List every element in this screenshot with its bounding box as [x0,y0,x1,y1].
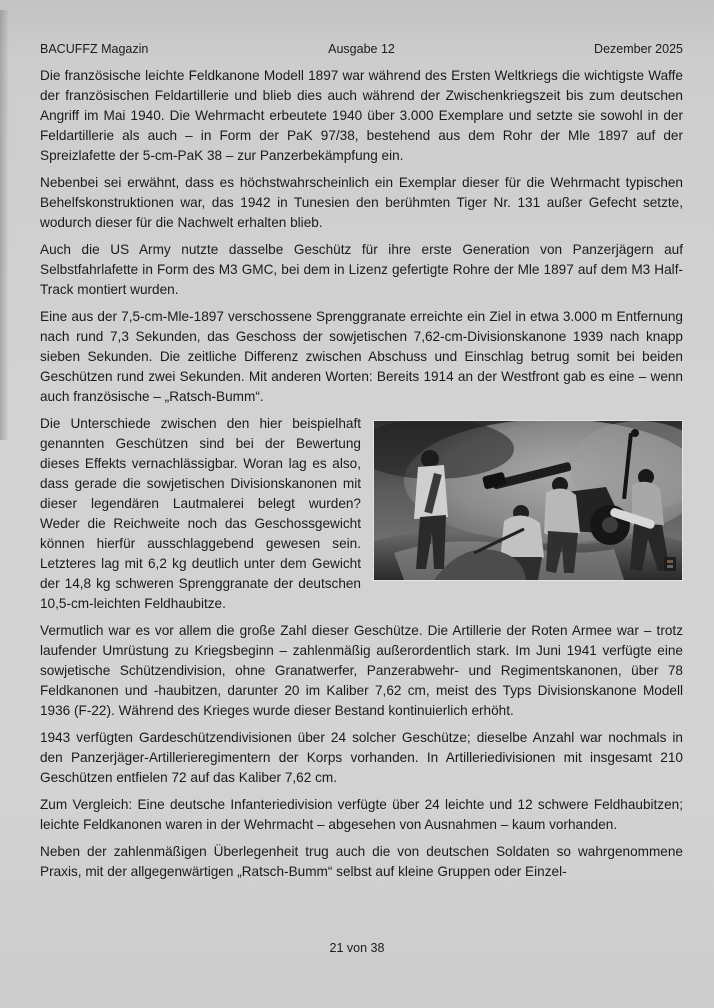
artillery-photo [373,420,683,581]
body-paragraph: Die Unterschiede zwischen den hier beispielhaft genannten Geschützen sind bei der Bewertung dieses Effekts vernachlässigbar. Woran lag es also, dass gerade die sowjetischen Divisionskanonen mit dieser legendären Lautmalerei belegt wurden? Weder die Reichweite noch das Geschossgewicht können hierfür ausschlaggebend gewesen sein. Letzteres lag mit 6,2 kg deutlich unter dem Gewicht der 14,8 kg schweren Sprenggranate der deutschen 10,5-cm-leichten Feldhaubitze. [40,416,361,611]
body-paragraph: Zum Vergleich: Eine deutsche Infanteriedivision verfügte über 24 leichte und 12 schwere Feldhaubitzen; leichte Feldkanonen waren in der Wehrmacht – abgesehen von Ausnahmen – kaum vorhanden. [40,797,683,832]
artillery-photo-graphic [374,421,682,580]
body-paragraph: Auch die US Army nutzte dasselbe Geschütz für ihre erste Generation von Panzerjägern auf Selbstfahrlafette in Form des M3 GMC, bei dem in Lizenz gefertigte Rohre der Mle 1897 auf dem M3 Half-Track montiert wurden. [40,242,683,297]
page-number: 21 von 38 [329,941,385,955]
page-header [40,42,683,56]
body-paragraph: Neben der zahlenmäßigen Überlegenheit trug auch die von deutschen Soldaten so wahrgenommene Praxis, mit der allgegenwärtigen „Ratsch-Bumm“ selbst auf kleine Gruppen oder Einzel- [40,844,683,879]
body-paragraph: Vermutlich war es vor allem die große Zahl dieser Geschütze. Die Artillerie der Roten Armee war – trotz laufender Umrüstung zu Kriegsbeginn – zahlenmäßig außerordentlich stark. Im Juni 1941 verfügte eine sowjetische Schützendivision, ohne Granatwerfer, Panzerabwehr- und Regimentskanonen, über 78 Feldkanonen und -haubitzen, darunter 20 im Kaliber 7,62 cm, meist des Typs Divisionskanone Modell 1936 (F-22). Während des Krieges wurde dieser Bestand kontinuierlich erhöht. [40,623,683,718]
header-issue-label: Ausgabe 12 [328,42,395,56]
header-magazine-title: BACUFFZ Magazin [40,42,149,56]
photo-watermark [664,557,676,571]
body-paragraph: Nebenbei sei erwähnt, dass es höchstwahrscheinlich ein Exemplar dieser für die Wehrmacht typischen Behelfskonstruktionen war, das 1942 in Tunesien den berühmten Tiger Nr. 131 außer Gefecht setzte, wodurch dieser für die Nachwelt erhalten blieb. [40,175,683,230]
body-paragraph: Die französische leichte Feldkanone Modell 1897 war während des Ersten Weltkriegs die wichtigste Waffe der französischen Feldartillerie und blieb dies auch während der Zwischenkriegszeit bis zum deutschen Angriff im Mai 1940. Die Wehrmacht erbeutete 1940 über 3.000 Exemplare und setzte sie sowohl in der Feldartillerie als auch – in Form der PaK 97/38, bestehend aus dem Rohr der Mle 1897 auf der Spreizlafette der 5-cm-PaK 38 – zur Panzerbekämpfung ein. [40,68,683,163]
body-paragraph: Eine aus der 7,5-cm-Mle-1897 verschossene Sprenggranate erreichte ein Ziel in etwa 3.000 m Entfernung nach rund 7,3 Sekunden, das Geschoss der sowjetischen 7,62-cm-Divisionskanone 1939 nach knapp sieben Sekunden. Die zeitliche Differenz zwischen Abschuss und Einschlag betrug somit bei beiden Geschützen rund zwei Sekunden. Mit anderen Worten: Bereits 1914 an der Westfront gab es eine – wenn auch französische – „Ratsch-Bumm“. [40,309,683,404]
header-date: Dezember 2025 [594,42,683,56]
body-paragraph: 1943 verfügten Gardeschützendivisionen über 24 solcher Geschütze; dieselbe Anzahl war nochmals in den Panzerjäger-Artillerieregimentern der Korps vorhanden. In Artilleriedivisionen mit insgesamt 210 Geschützen entfielen 72 auf das Kaliber 7,62 cm. [40,730,683,785]
article-body [40,66,683,882]
